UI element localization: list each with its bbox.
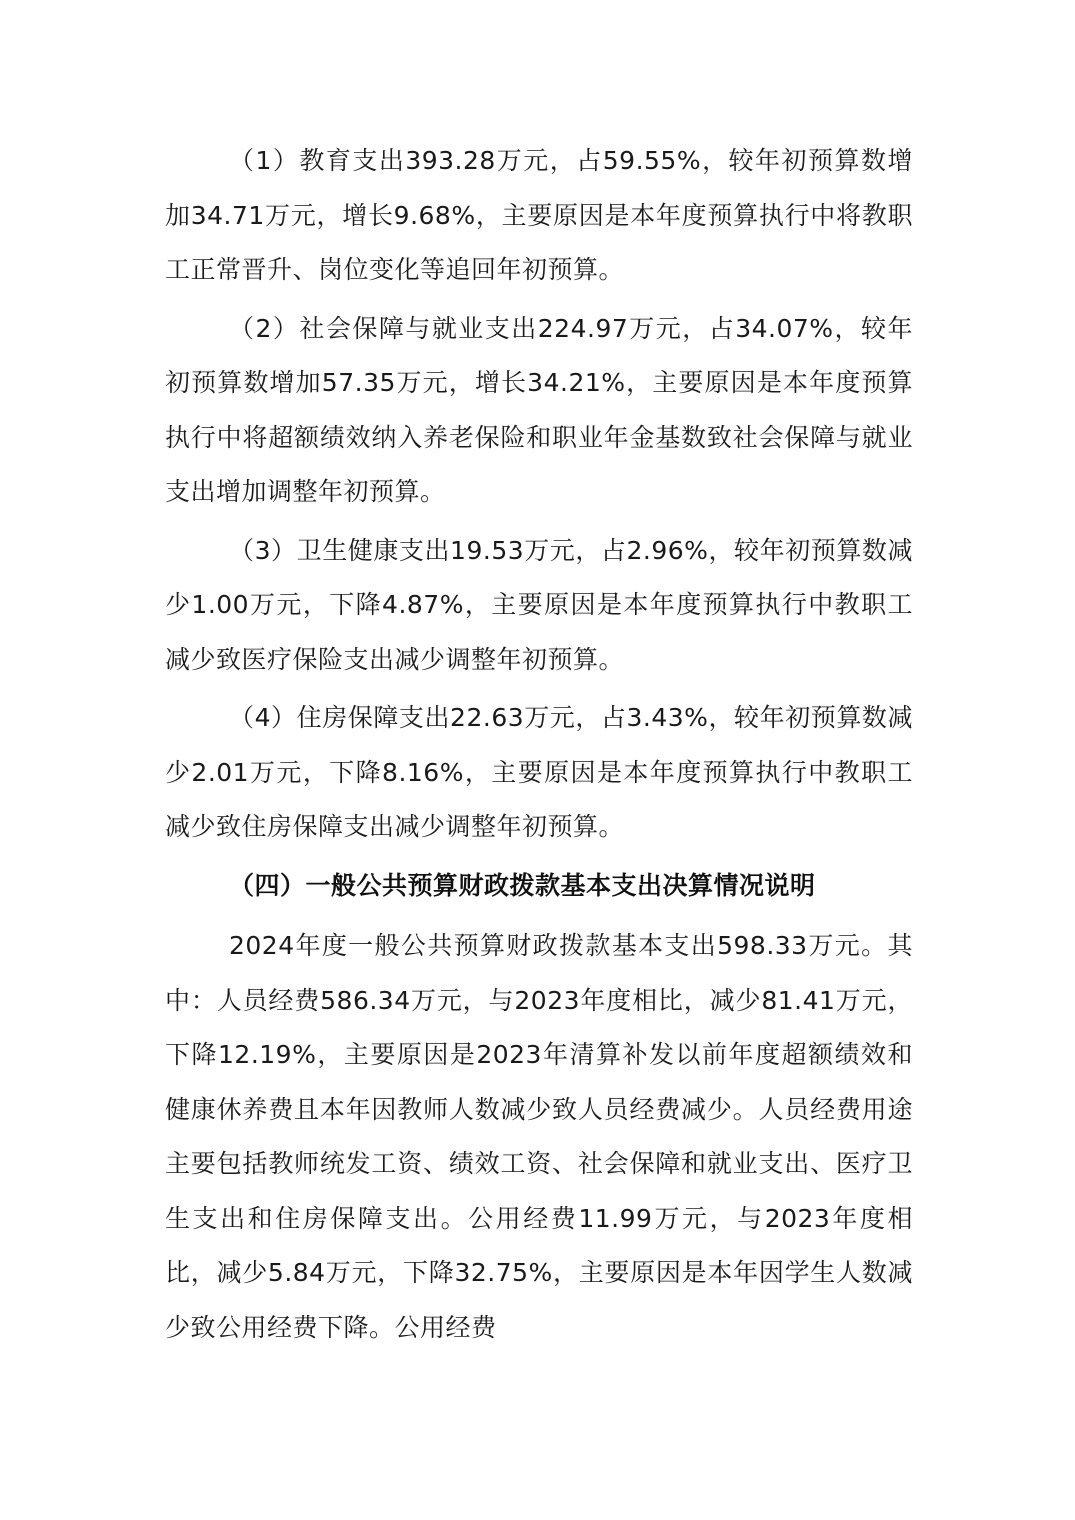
document-body [165, 134, 913, 1359]
section-heading: （四）一般公共预算财政拨款基本支出决算情况说明 [229, 870, 816, 900]
paragraph-housing-expense: （4）住房保障支出22.63万元，占3.43%，较年初预算数减少2.01万元，下降8.16%，主要原因是本年度预算执行中教职工减少致住房保障支出减少调整年初预算。 [165, 703, 913, 841]
paragraph-social-security-expense: （2）社会保障与就业支出224.97万元，占34.07%，较年初预算数增加57.35万元，增长34.21%，主要原因是本年度预算执行中将超额绩效纳入养老保险和职业年金基数致社会保障与就业支出增加调整年初预算。 [165, 313, 913, 506]
paragraph-health-expense: （3）卫生健康支出19.53万元，占2.96%，较年初预算数减少1.00万元，下降4.87%，主要原因是本年度预算执行中教职工减少致医疗保险支出减少调整年初预算。 [165, 535, 913, 674]
paragraph-education-expense: （1）教育支出393.28万元，占59.55%，较年初预算数增加34.71万元，增长9.68%，主要原因是本年度预算执行中将教职工正常晋升、岗位变化等追回年初预算。 [165, 146, 913, 284]
paragraph-basic-expense: 2024年度一般公共预算财政拨款基本支出598.33万元。其中：人员经费586.34万元，与2023年度相比，减少81.41万元，下降12.19%，主要原因是2023年清算补发以前年度超额绩效和健康休养费且本年因教师人数减少致人员经费减少。人员经费用途主要包括教师统发工资、绩效工资、社会保障和就业支出、医疗卫生支出和住房保障支出。公用经费11.99万元，与2023年度相比，减少5.84万元，下降32.75%，主要原因是本年因学生人数减少致公用经费下降。公用经费 [165, 931, 913, 1342]
